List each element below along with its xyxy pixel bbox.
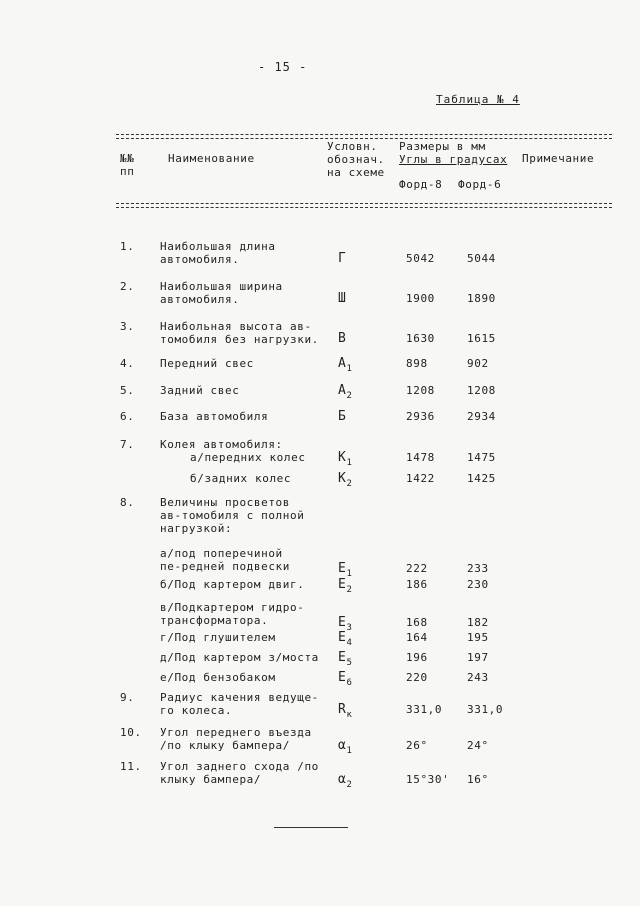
row-name: е/Под бензобаком	[160, 671, 276, 684]
row-name: Колея автомобиля:	[160, 438, 283, 451]
ford8-value: 1478	[406, 451, 435, 464]
row-number: 4.	[120, 357, 135, 370]
row-symbol-letter: А	[338, 383, 347, 398]
row-symbol-letter: Е	[338, 561, 347, 576]
row-name: Передний свес	[160, 357, 254, 370]
row-symbol	[338, 384, 352, 403]
row-symbol-letter: А	[338, 356, 347, 371]
row-symbol-letter: Е	[338, 615, 347, 630]
ford6-value: 233	[467, 562, 489, 575]
ford6-value: 195	[467, 631, 489, 644]
row-symbol	[338, 472, 352, 491]
row-symbol-letter: В	[338, 331, 347, 346]
row-name: а/под поперечиной пе-редней подвески	[160, 547, 291, 573]
row-name: д/Под картером з/моста	[160, 651, 319, 664]
row-number: 8.	[120, 496, 135, 509]
ford8-value: 898	[406, 357, 428, 370]
row-symbol-subscript: 5	[346, 658, 353, 668]
row-symbol-letter: Б	[338, 409, 347, 424]
row-number: 9.	[120, 691, 135, 704]
header-symbol: Условн. обознач. на схеме	[327, 140, 385, 179]
row-number: 2.	[120, 280, 135, 293]
ford6-value: 2934	[467, 410, 496, 423]
ford8-value: 186	[406, 578, 428, 591]
row-symbol	[338, 332, 346, 345]
end-rule	[274, 827, 348, 828]
row-name: в/Подкартером гидро-трансформатора.	[160, 601, 305, 627]
row-symbol-subscript: 4	[346, 638, 353, 648]
ford8-value: 26°	[406, 739, 428, 752]
table-top-rule	[116, 134, 612, 139]
ford6-value: 1615	[467, 332, 496, 345]
row-symbol-subscript: 2	[346, 479, 353, 489]
row-number: 1.	[120, 240, 135, 253]
ford8-value: 1900	[406, 292, 435, 305]
row-name: г/Под глушителем	[160, 631, 276, 644]
row-symbol-subscript: 2	[346, 391, 353, 401]
row-name: Радиус качения ведуще-го колеса.	[160, 691, 319, 717]
header-name: Наименование	[168, 152, 255, 165]
ford6-value: 24°	[467, 739, 489, 752]
row-symbol	[338, 703, 352, 722]
ford8-value: 15°30'	[406, 773, 450, 786]
row-name: Задний свес	[160, 384, 240, 397]
row-symbol	[338, 773, 352, 792]
row-symbol-subscript: 2	[346, 780, 353, 790]
row-symbol	[338, 252, 346, 265]
ford8-value: 168	[406, 616, 428, 629]
row-symbol-subscript: 1	[346, 569, 353, 579]
ford6-value: 5044	[467, 252, 496, 265]
row-symbol	[338, 651, 352, 670]
row-name: Величины просветов ав-томобиля с полной нагрузкой:	[160, 496, 305, 535]
header-num: №№ пп	[120, 152, 135, 178]
row-symbol	[338, 292, 346, 305]
row-name: Наибольшая длина автомобиля.	[160, 240, 276, 266]
header-ford6: Форд-6	[458, 178, 502, 191]
row-number: 11.	[120, 760, 142, 773]
ford8-value: 164	[406, 631, 428, 644]
ford8-value: 1422	[406, 472, 435, 485]
ford8-value: 5042	[406, 252, 435, 265]
row-name: Наибольшая ширина автомобиля.	[160, 280, 283, 306]
row-symbol-letter: R	[338, 702, 347, 717]
ford6-value: 331,0	[467, 703, 504, 716]
row-symbol-letter: Е	[338, 630, 347, 645]
row-symbol-letter: α	[338, 738, 347, 753]
header-note: Примечание	[522, 152, 595, 165]
ford6-value: 243	[467, 671, 489, 684]
header-dims-title: Размеры в мм	[399, 140, 486, 153]
ford8-value: 222	[406, 562, 428, 575]
row-symbol	[338, 451, 352, 470]
row-name: б/Под картером двиг.	[160, 578, 305, 591]
ford6-value: 182	[467, 616, 489, 629]
row-symbol-letter: Е	[338, 577, 347, 592]
ford8-value: 2936	[406, 410, 435, 423]
row-name: Наибольная высота ав-томобиля без нагрузки.	[160, 320, 319, 346]
row-symbol	[338, 671, 352, 690]
ford8-value: 1208	[406, 384, 435, 397]
row-symbol	[338, 578, 352, 597]
row-symbol-subscript: 2	[346, 585, 353, 595]
row-symbol	[338, 357, 352, 376]
ford8-value: 196	[406, 651, 428, 664]
row-symbol-letter: К	[338, 471, 347, 486]
row-symbol-subscript: 1	[346, 364, 353, 374]
row-symbol-letter: Е	[338, 670, 347, 685]
ford8-value: 220	[406, 671, 428, 684]
header-ford8: Форд-8	[399, 178, 443, 191]
row-number: 5.	[120, 384, 135, 397]
row-symbol-subscript: 6	[346, 678, 353, 688]
row-symbol-subscript: 1	[346, 746, 353, 756]
ford6-value: 1208	[467, 384, 496, 397]
row-name: Угол заднего схода /по клыку бампера/	[160, 760, 319, 786]
page-number: - 15 -	[258, 60, 308, 74]
row-name: а/передних колес	[190, 451, 306, 464]
row-symbol-subscript: к	[346, 710, 353, 720]
row-number: 7.	[120, 438, 135, 451]
ford6-value: 1425	[467, 472, 496, 485]
row-symbol-subscript: 3	[346, 623, 353, 633]
row-name: База автомобиля	[160, 410, 269, 423]
row-symbol-letter: Ш	[338, 291, 347, 306]
ford6-value: 197	[467, 651, 489, 664]
ford8-value: 1630	[406, 332, 435, 345]
row-symbol	[338, 739, 352, 758]
row-name: б/задних колес	[190, 472, 292, 485]
row-name: Угол переднего въезда /по клыку бампера/	[160, 726, 312, 752]
row-symbol	[338, 410, 346, 423]
ford6-value: 230	[467, 578, 489, 591]
row-number: 3.	[120, 320, 135, 333]
table-caption: Таблица № 4	[436, 93, 520, 106]
row-symbol	[338, 631, 352, 650]
row-symbol-letter: Г	[338, 251, 347, 266]
ford6-value: 1890	[467, 292, 496, 305]
row-number: 6.	[120, 410, 135, 423]
ford8-value: 331,0	[406, 703, 443, 716]
ford6-value: 1475	[467, 451, 496, 464]
table-header-rule	[116, 203, 612, 208]
row-symbol-subscript: 1	[346, 458, 353, 468]
row-symbol-letter: Е	[338, 650, 347, 665]
ford6-value: 16°	[467, 773, 489, 786]
row-symbol-letter: α	[338, 772, 347, 787]
header-dims-sub: Углы в градусах	[399, 153, 508, 166]
ford6-value: 902	[467, 357, 489, 370]
row-number: 10.	[120, 726, 142, 739]
row-symbol-letter: К	[338, 450, 347, 465]
